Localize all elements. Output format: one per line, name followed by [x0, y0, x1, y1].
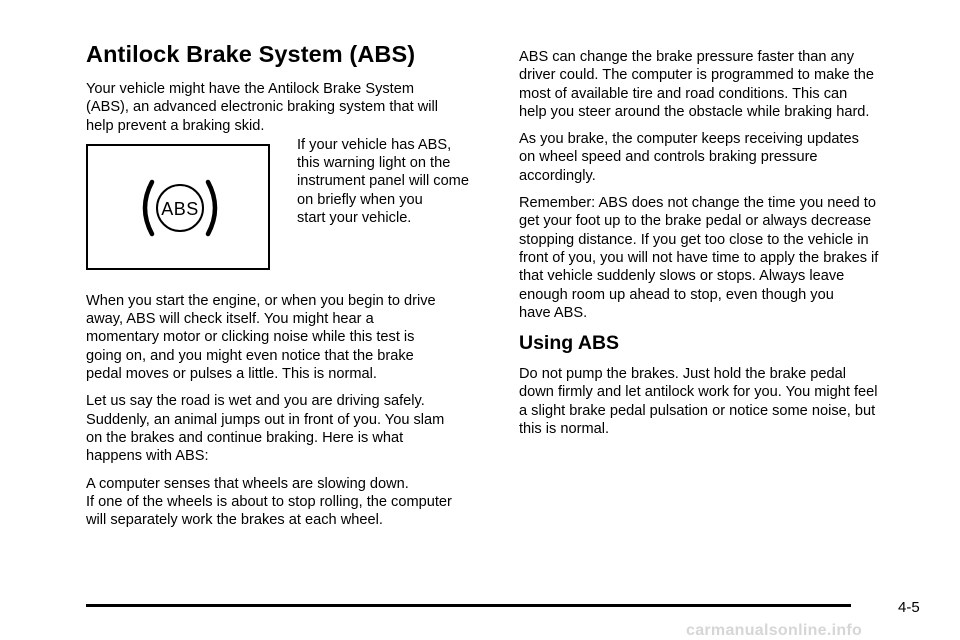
watermark: carmanualsonline.info [686, 622, 863, 639]
abs-warning-light-icon [140, 178, 220, 238]
warning-light-caption: If your vehicle has ABS, this warning light on the instrument panel will come on briefly when you start your vehicle. [297, 136, 469, 227]
subsection-title: Using ABS [519, 332, 620, 355]
body-paragraph: As you brake, the computer keeps receiving updates on wheel speed and controls braking pressure accordingly. [519, 131, 859, 184]
page-number: 4-5 [898, 599, 920, 616]
body-paragraph: Let us say the road is wet and you are driving safely. Suddenly, an animal jumps out in front of you. You slam on the brakes and continue braking. Here is what happens with ABS: [86, 393, 445, 465]
right-column [519, 48, 931, 447]
warning-light-box [86, 144, 270, 270]
left-column [86, 40, 496, 538]
warning-light-caption-block [297, 136, 497, 227]
intro-paragraph: Your vehicle might have the Antilock Brake System (ABS), an advanced electronic braking system that will help prevent a braking skid. [86, 81, 439, 134]
body-paragraph: Remember: ABS does not change the time you need to get your foot up to the brake pedal or always decrease stopping distance. If you get too close to the vehicle in front of you, you will not have time to apply the brakes if that vehicle suddenly slows or stops. Always leave enough room up ahead to stop, even though you have ABS. [519, 195, 879, 321]
warning-light-figure [86, 136, 496, 280]
body-paragraph: When you start the engine, or when you begin to drive away, ABS will check itself. You might hear a momentary motor or clicking noise while this test is going on, and you might even notice that the brake pedal moves or pulses a little. This is normal. [86, 292, 436, 383]
footer-rule [86, 604, 851, 607]
section-title: Antilock Brake System (ABS) [86, 41, 416, 67]
subsection-paragraph: Do not pump the brakes. Just hold the brake pedal down firmly and let antilock work for you. You might feel a slight brake pedal pulsation or notice some noise, but this is normal. [519, 366, 878, 438]
body-paragraph: A computer senses that wheels are slowing down. If one of the wheels is about to stop rolling, the computer will separately work the brakes at each wheel. [86, 475, 452, 529]
body-paragraph: ABS can change the brake pressure faster than any driver could. The computer is programmed to make the most of available tire and road conditions. This can help you steer around the obstacle while braking hard. [519, 49, 875, 120]
abs-icon-label: ABS [161, 198, 199, 219]
